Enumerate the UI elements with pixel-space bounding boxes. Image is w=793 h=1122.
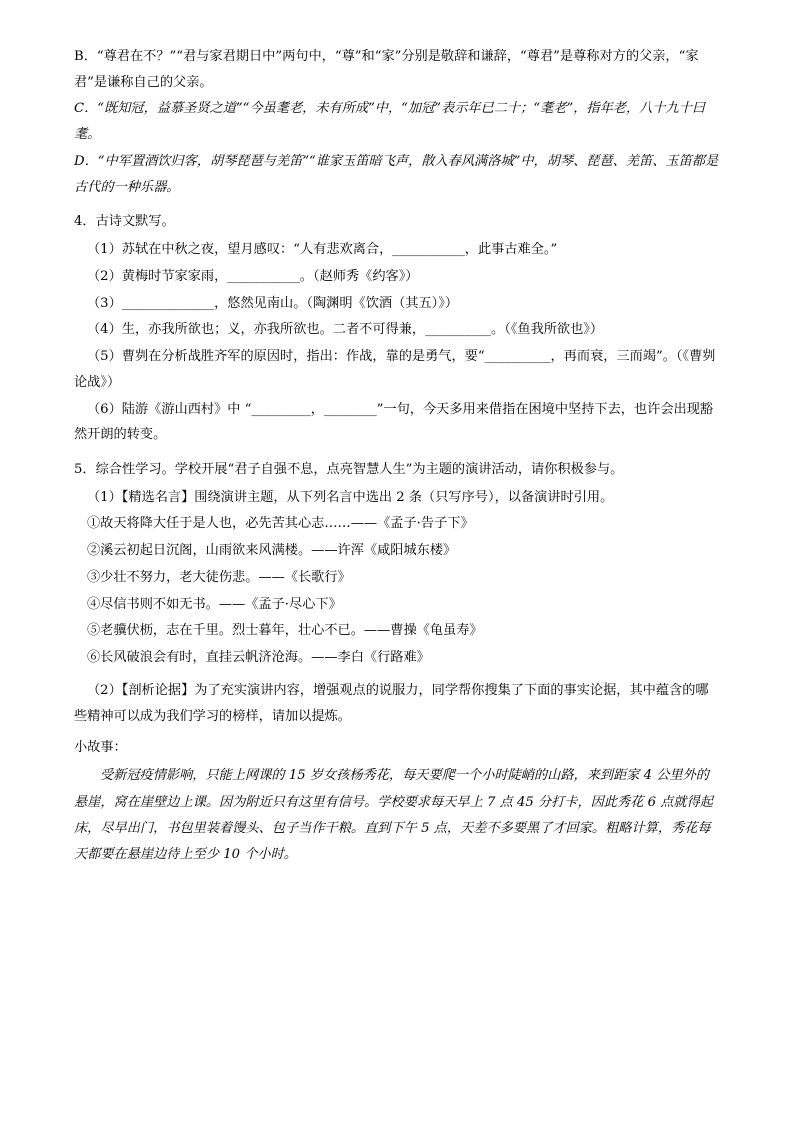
quote-item-2: ②溪云初起日沉阁，山雨欲来风满楼。——许浑《咸阳城东楼》: [87, 543, 457, 559]
quote-item-3: ③少壮不努力，老大徒伤悲。——《长歌行》: [87, 569, 351, 585]
document-body: [74, 44, 719, 869]
quote-item-4: ④尽信书则不如无书。——《孟子·尽心下》: [87, 596, 342, 612]
question-4-item-5: （5）曹刿在分析战胜齐军的原因时，指出：作战，靠的是勇气，要“__________，再而衰，三而竭”。（《曹刿论战》）: [74, 349, 716, 390]
question-5-heading: 5．综合性学习。学校开展“君子自强不息，点亮智慧人生”为主题的演讲活动，请你积极参与。: [74, 462, 624, 478]
quote-item-1: ①故天将降大任于是人也，必先苦其心志……——《孟子·告子下》: [87, 516, 474, 532]
choice-option-b: B．“尊君在不？”“君与家君期日中”两句中，“尊”和“家”分别是敬辞和谦辞，“尊君”是尊称对方的父亲，“家君”是谦称自己的父亲。: [74, 49, 699, 90]
question-4-heading: 4．古诗文默写。: [74, 214, 175, 230]
question-5-part-2-prompt: （2）【剖析论据】为了充实演讲内容，增强观点的说服力，同学帮你搜集了下面的事实论据，其中蕴含的哪些精神可以成为我们学习的榜样，请加以提炼。: [74, 682, 709, 724]
quote-item-5: ⑤老骥伏枥，志在千里。烈士暮年，壮心不已。——曹操《龟虽寿》: [87, 623, 483, 639]
choice-option-c: C．“既知冠，益慕圣贤之道”“今虽耄老，未有所成”中，“加冠”表示年已二十；“耄老”，指年老，八十九十曰耄。: [74, 101, 706, 143]
question-4-item-3: （3）______________，悠然见南山。（陶渊明《饮酒（其五）》）: [87, 295, 459, 311]
story-label: 小故事：: [74, 740, 127, 756]
question-5-part-1-prompt: （1）【精选名言】围绕演讲主题，从下列名言中选出 2 条（只写序号），以备演讲时引用。: [87, 489, 614, 505]
question-4-item-1: （1）苏轼在中秋之夜，望月感叹：“人有悲欢离合，___________，此事古难全。”: [87, 242, 558, 258]
question-4-item-2: （2）黄梅时节家家雨，___________。（赵师秀《约客》）: [87, 268, 419, 284]
story-text: 受新冠疫情影响，只能上网课的 15 岁女孩杨秀花，每天要爬一个小时陡峭的山路，来到距家 4 公里外的悬崖，窝在崖壁边上课。因为附近只有这里有信号。学校要求每天早上 7 点 45 分打卡，因此秀花 6 点就得起床，尽早出门，书包里装着馒头、包子当作干粮。直到下午 5 点，天差不多要黑了才回家。粗略计算，秀花每天都要在悬崖边待上至少 10 个小时。: [74, 768, 713, 863]
quote-item-6: ⑥长风破浪会有时，直挂云帆济沧海。——李白《行路难》: [87, 650, 430, 666]
question-4-item-4: （4）生，亦我所欲也；义，亦我所欲也。二者不可得兼，__________。（《鱼我所欲也》）: [87, 322, 604, 338]
choice-option-d: D．“中军置酒饮归客，胡琴琵琶与羌笛”“谁家玉笛暗飞声，散入春风满洛城”中，胡琴、琵琶、羌笛、玉笛都是古代的一种乐器。: [74, 153, 719, 195]
question-4-item-6: （6）陆游《游山西村》中 “_________，________”一句，今天多用来借指在困境中坚持下去，也许会出现豁然开朗的转变。: [74, 401, 714, 443]
